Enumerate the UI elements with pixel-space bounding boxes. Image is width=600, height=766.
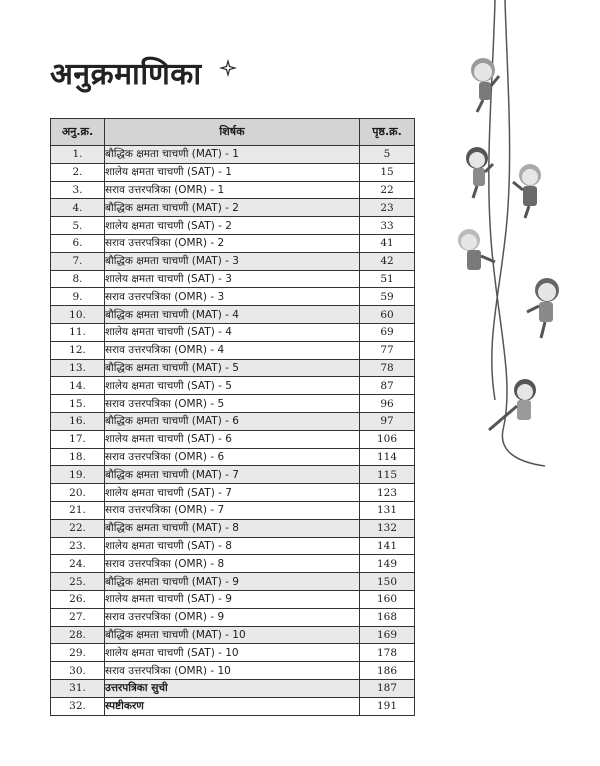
row-page: 186 bbox=[360, 662, 415, 680]
row-page: 5 bbox=[360, 146, 415, 164]
row-page: 23 bbox=[360, 199, 415, 217]
row-number: 31. bbox=[51, 679, 105, 697]
table-row bbox=[51, 412, 415, 430]
kid-figure-4 bbox=[458, 229, 495, 270]
row-title: सराव उत्तरपत्रिका (OMR) - 1 bbox=[105, 181, 360, 199]
row-page: 149 bbox=[360, 555, 415, 573]
row-number: 27. bbox=[51, 608, 105, 626]
row-number: 26. bbox=[51, 590, 105, 608]
row-page: 15 bbox=[360, 163, 415, 181]
row-title: सराव उत्तरपत्रिका (OMR) - 10 bbox=[105, 662, 360, 680]
table-row bbox=[51, 341, 415, 359]
row-number: 32. bbox=[51, 697, 105, 715]
row-title: बौद्धिक क्षमता चाचणी (MAT) - 3 bbox=[105, 252, 360, 270]
climbing-kids-illustration bbox=[455, 0, 570, 470]
row-title: सराव उत्तरपत्रिका (OMR) - 2 bbox=[105, 234, 360, 252]
kid-figure-1 bbox=[471, 58, 499, 112]
row-number: 7. bbox=[51, 252, 105, 270]
table-row bbox=[51, 217, 415, 235]
row-title: शालेय क्षमता चाचणी (SAT) - 7 bbox=[105, 484, 360, 502]
row-page: 41 bbox=[360, 234, 415, 252]
table-row bbox=[51, 234, 415, 252]
row-number: 3. bbox=[51, 181, 105, 199]
table-row bbox=[51, 697, 415, 715]
row-number: 30. bbox=[51, 662, 105, 680]
row-page: 69 bbox=[360, 323, 415, 341]
row-title: सराव उत्तरपत्रिका (OMR) - 7 bbox=[105, 501, 360, 519]
table-row bbox=[51, 573, 415, 591]
row-page: 60 bbox=[360, 306, 415, 324]
row-page: 33 bbox=[360, 217, 415, 235]
row-number: 12. bbox=[51, 341, 105, 359]
row-number: 6. bbox=[51, 234, 105, 252]
row-title: शालेय क्षमता चाचणी (SAT) - 8 bbox=[105, 537, 360, 555]
row-title: सराव उत्तरपत्रिका (OMR) - 9 bbox=[105, 608, 360, 626]
row-page: 141 bbox=[360, 537, 415, 555]
row-number: 21. bbox=[51, 501, 105, 519]
row-page: 78 bbox=[360, 359, 415, 377]
row-title: सराव उत्तरपत्रिका (OMR) - 8 bbox=[105, 555, 360, 573]
row-page: 169 bbox=[360, 626, 415, 644]
row-title: सराव उत्तरपत्रिका (OMR) - 6 bbox=[105, 448, 360, 466]
row-number: 28. bbox=[51, 626, 105, 644]
row-title: शालेय क्षमता चाचणी (SAT) - 5 bbox=[105, 377, 360, 395]
row-page: 42 bbox=[360, 252, 415, 270]
table-row bbox=[51, 662, 415, 680]
row-number: 17. bbox=[51, 430, 105, 448]
row-number: 10. bbox=[51, 306, 105, 324]
row-title: शालेय क्षमता चाचणी (SAT) - 2 bbox=[105, 217, 360, 235]
table-row bbox=[51, 644, 415, 662]
row-page: 22 bbox=[360, 181, 415, 199]
row-title: शालेय क्षमता चाचणी (SAT) - 4 bbox=[105, 323, 360, 341]
table-row bbox=[51, 590, 415, 608]
row-number: 23. bbox=[51, 537, 105, 555]
table-row bbox=[51, 519, 415, 537]
page-title: अनुक्रमाणिका bbox=[50, 57, 202, 92]
table-row bbox=[51, 181, 415, 199]
header-title: शिर्षक bbox=[105, 119, 360, 146]
row-title: शालेय क्षमता चाचणी (SAT) - 9 bbox=[105, 590, 360, 608]
table-row bbox=[51, 466, 415, 484]
row-number: 20. bbox=[51, 484, 105, 502]
row-page: 178 bbox=[360, 644, 415, 662]
row-number: 19. bbox=[51, 466, 105, 484]
table-row bbox=[51, 430, 415, 448]
kid-figure-6 bbox=[489, 379, 536, 430]
row-page: 114 bbox=[360, 448, 415, 466]
row-number: 15. bbox=[51, 395, 105, 413]
row-title: बौद्धिक क्षमता चाचणी (MAT) - 8 bbox=[105, 519, 360, 537]
row-page: 87 bbox=[360, 377, 415, 395]
kid-figure-5 bbox=[527, 278, 559, 338]
header-serial: अनु.क्र. bbox=[51, 119, 105, 146]
table-row bbox=[51, 288, 415, 306]
row-number: 1. bbox=[51, 146, 105, 164]
row-number: 14. bbox=[51, 377, 105, 395]
table-row bbox=[51, 484, 415, 502]
row-number: 9. bbox=[51, 288, 105, 306]
row-title: बौद्धिक क्षमता चाचणी (MAT) - 9 bbox=[105, 573, 360, 591]
row-page: 96 bbox=[360, 395, 415, 413]
row-number: 18. bbox=[51, 448, 105, 466]
table-row bbox=[51, 395, 415, 413]
row-title: सराव उत्तरपत्रिका (OMR) - 5 bbox=[105, 395, 360, 413]
row-page: 97 bbox=[360, 412, 415, 430]
row-number: 16. bbox=[51, 412, 105, 430]
row-number: 24. bbox=[51, 555, 105, 573]
row-number: 8. bbox=[51, 270, 105, 288]
table-row bbox=[51, 199, 415, 217]
row-title: शालेय क्षमता चाचणी (SAT) - 1 bbox=[105, 163, 360, 181]
row-title: बौद्धिक क्षमता चाचणी (MAT) - 10 bbox=[105, 626, 360, 644]
sparkle-icon bbox=[218, 58, 238, 78]
table-row bbox=[51, 270, 415, 288]
header-page: पृष्ठ.क्र. bbox=[360, 119, 415, 146]
row-page: 191 bbox=[360, 697, 415, 715]
table-row bbox=[51, 679, 415, 697]
row-title: बौद्धिक क्षमता चाचणी (MAT) - 7 bbox=[105, 466, 360, 484]
row-page: 187 bbox=[360, 679, 415, 697]
table-row bbox=[51, 555, 415, 573]
row-title: स्पष्टीकरण bbox=[105, 697, 360, 715]
row-title: सराव उत्तरपत्रिका (OMR) - 3 bbox=[105, 288, 360, 306]
table-row bbox=[51, 448, 415, 466]
row-number: 4. bbox=[51, 199, 105, 217]
row-page: 132 bbox=[360, 519, 415, 537]
row-title: बौद्धिक क्षमता चाचणी (MAT) - 4 bbox=[105, 306, 360, 324]
table-row bbox=[51, 163, 415, 181]
table-row bbox=[51, 323, 415, 341]
table-row bbox=[51, 608, 415, 626]
row-title: बौद्धिक क्षमता चाचणी (MAT) - 1 bbox=[105, 146, 360, 164]
row-page: 51 bbox=[360, 270, 415, 288]
kid-figure-3 bbox=[513, 164, 541, 218]
row-number: 25. bbox=[51, 573, 105, 591]
row-number: 5. bbox=[51, 217, 105, 235]
row-page: 115 bbox=[360, 466, 415, 484]
row-page: 131 bbox=[360, 501, 415, 519]
table-header-row bbox=[51, 119, 415, 146]
row-title: शालेय क्षमता चाचणी (SAT) - 6 bbox=[105, 430, 360, 448]
row-page: 160 bbox=[360, 590, 415, 608]
row-page: 59 bbox=[360, 288, 415, 306]
table-row bbox=[51, 537, 415, 555]
row-number: 29. bbox=[51, 644, 105, 662]
row-number: 13. bbox=[51, 359, 105, 377]
row-number: 11. bbox=[51, 323, 105, 341]
row-page: 77 bbox=[360, 341, 415, 359]
row-number: 22. bbox=[51, 519, 105, 537]
row-number: 2. bbox=[51, 163, 105, 181]
row-title: सराव उत्तरपत्रिका (OMR) - 4 bbox=[105, 341, 360, 359]
row-page: 168 bbox=[360, 608, 415, 626]
row-title: उत्तरपत्रिका सुची bbox=[105, 679, 360, 697]
row-title: बौद्धिक क्षमता चाचणी (MAT) - 6 bbox=[105, 412, 360, 430]
contents-table bbox=[50, 118, 415, 716]
row-title: शालेय क्षमता चाचणी (SAT) - 10 bbox=[105, 644, 360, 662]
row-title: बौद्धिक क्षमता चाचणी (MAT) - 5 bbox=[105, 359, 360, 377]
table-row bbox=[51, 359, 415, 377]
row-page: 123 bbox=[360, 484, 415, 502]
table-row bbox=[51, 626, 415, 644]
row-title: शालेय क्षमता चाचणी (SAT) - 3 bbox=[105, 270, 360, 288]
table-row bbox=[51, 501, 415, 519]
table-row bbox=[51, 306, 415, 324]
table-row bbox=[51, 146, 415, 164]
row-page: 150 bbox=[360, 573, 415, 591]
table-row bbox=[51, 252, 415, 270]
row-page: 106 bbox=[360, 430, 415, 448]
row-title: बौद्धिक क्षमता चाचणी (MAT) - 2 bbox=[105, 199, 360, 217]
table-row bbox=[51, 377, 415, 395]
